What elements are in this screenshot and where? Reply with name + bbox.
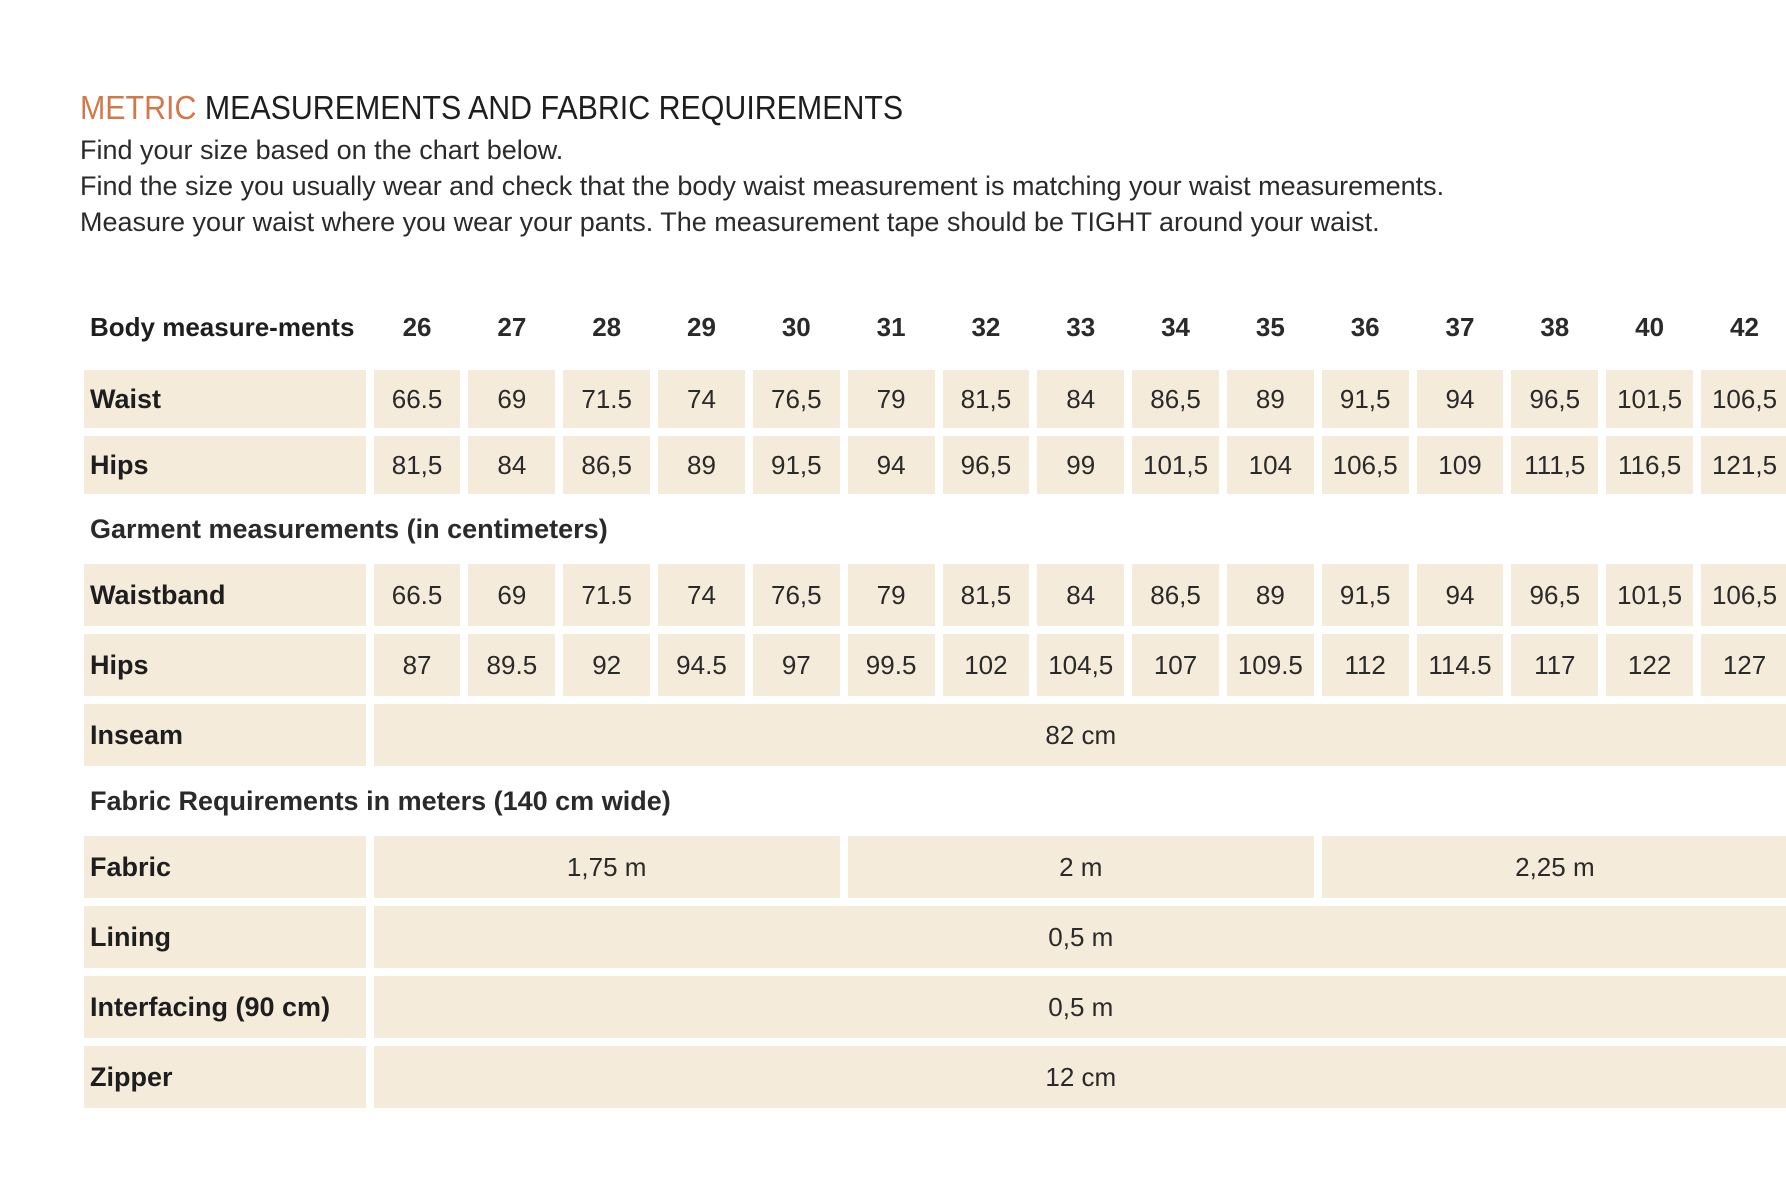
row-label: Waistband [84, 564, 366, 626]
measurement-cell: 69 [468, 564, 555, 626]
measurement-cell: 117 [1511, 634, 1598, 696]
fabric-section-heading: Fabric Requirements in meters (140 cm wide) [90, 785, 671, 816]
measurement-cell: 91,5 [1322, 370, 1409, 428]
table-row [84, 976, 1786, 1038]
requirement-value: 0,5 m [374, 906, 1786, 968]
row-label: Hips [84, 634, 366, 696]
section-heading-row [84, 774, 1786, 828]
measurement-cell: 94 [1417, 370, 1504, 428]
table-row [84, 704, 1786, 766]
size-header-cell: 27 [497, 311, 527, 342]
size-header-cell: 35 [1255, 311, 1285, 342]
measurement-cell: 76,5 [753, 564, 840, 626]
measurement-cell: 71.5 [563, 370, 650, 428]
measurement-cell: 102 [943, 634, 1030, 696]
size-header-cell: 37 [1445, 311, 1475, 342]
row-label: Interfacing (90 cm) [84, 976, 366, 1038]
size-chart-table [76, 284, 1786, 1116]
size-header-cell: 28 [592, 311, 622, 342]
measurement-cell: 91,5 [753, 436, 840, 494]
intro-text [80, 132, 1720, 240]
fabric-value: 1,75 m [374, 836, 840, 898]
size-header-cell: 42 [1730, 311, 1759, 342]
page-title [80, 84, 1589, 132]
measurement-cell: 79 [848, 370, 935, 428]
measurement-cell: 107 [1132, 634, 1219, 696]
measurement-cell: 104 [1227, 436, 1314, 494]
measurement-cell: 81,5 [943, 370, 1030, 428]
measurement-cell: 81,5 [943, 564, 1030, 626]
requirement-value: 0,5 m [374, 976, 1786, 1038]
measurement-cell: 127 [1701, 634, 1786, 696]
measurement-cell: 89 [1227, 564, 1314, 626]
measurement-cell: 79 [848, 564, 935, 626]
measurement-cell: 86,5 [1132, 370, 1219, 428]
garment-section-heading: Garment measurements (in centimeters) [90, 513, 608, 544]
section-heading-row [84, 502, 1786, 556]
measurement-cell: 96,5 [1511, 564, 1598, 626]
measurement-cell: 87 [374, 634, 461, 696]
measurement-cell: 66.5 [374, 564, 461, 626]
measurement-cell: 112 [1322, 634, 1409, 696]
measurement-cell: 89.5 [468, 634, 555, 696]
measurement-cell: 74 [658, 370, 745, 428]
measurement-cell: 91,5 [1322, 564, 1409, 626]
table-row [84, 564, 1786, 626]
measurement-cell: 86,5 [563, 436, 650, 494]
measurement-cell: 97 [753, 634, 840, 696]
size-header-cell: 40 [1635, 311, 1665, 342]
row-label: Inseam [84, 704, 366, 766]
size-header-cell: 32 [971, 311, 1001, 342]
size-header-cell: 34 [1161, 311, 1190, 342]
intro-line: Measure your waist where you wear your pants. The measurement tape should be TIGHT around your waist. [80, 207, 1380, 237]
measurement-cell: 66.5 [374, 370, 461, 428]
measurement-cell: 104,5 [1037, 634, 1124, 696]
row-label: Lining [84, 906, 366, 968]
measurement-cell: 81,5 [374, 436, 461, 494]
measurement-cell: 99 [1037, 436, 1124, 494]
row-label: Zipper [84, 1046, 366, 1108]
size-header-cell: 31 [876, 311, 906, 342]
size-header-cell: 30 [781, 311, 811, 342]
intro-line: Find your size based on the chart below. [80, 135, 564, 165]
inseam-value: 82 cm [374, 704, 1786, 766]
measurement-cell: 106,5 [1322, 436, 1409, 494]
measurement-cell: 109 [1417, 436, 1504, 494]
measurement-cell: 89 [1227, 370, 1314, 428]
measurement-cell: 106,5 [1701, 564, 1786, 626]
table-row [84, 634, 1786, 696]
measurement-cell: 101,5 [1132, 436, 1219, 494]
requirement-value: 12 cm [374, 1046, 1786, 1108]
table-row [84, 436, 1786, 494]
row-label: Waist [84, 370, 366, 428]
measurement-cell: 96,5 [943, 436, 1030, 494]
table-row [84, 836, 1786, 898]
row-label: Hips [84, 436, 366, 494]
row-label: Fabric [84, 836, 366, 898]
fabric-value: 2 m [848, 836, 1314, 898]
measurement-cell: 96,5 [1511, 370, 1598, 428]
measurement-cell: 114.5 [1417, 634, 1504, 696]
measurement-cell: 86,5 [1132, 564, 1219, 626]
title-rest: MEASUREMENTS AND FABRIC REQUIREMENTS [196, 89, 904, 126]
table-row [84, 370, 1786, 428]
size-header-cell: 38 [1540, 311, 1570, 342]
title-accent: METRIC [80, 89, 197, 126]
measurement-cell: 101,5 [1606, 564, 1693, 626]
measurement-cell: 101,5 [1606, 370, 1693, 428]
measurement-cell: 109.5 [1227, 634, 1314, 696]
measurement-cell: 121,5 [1701, 436, 1786, 494]
body-measurements-label: Body measure-ments [90, 312, 355, 342]
measurement-cell: 116,5 [1606, 436, 1693, 494]
measurement-cell: 122 [1606, 634, 1693, 696]
document [80, 84, 1720, 240]
size-header-row [84, 292, 1786, 362]
measurement-cell: 111,5 [1511, 436, 1598, 494]
measurement-cell: 74 [658, 564, 745, 626]
measurement-cell: 76,5 [753, 370, 840, 428]
measurement-cell: 92 [563, 634, 650, 696]
table-row [84, 906, 1786, 968]
measurement-cell: 94 [848, 436, 935, 494]
size-header-cell: 36 [1350, 311, 1380, 342]
measurement-cell: 84 [468, 436, 555, 494]
measurement-cell: 94.5 [658, 634, 745, 696]
size-header-cell: 29 [687, 311, 716, 342]
size-header-cell: 33 [1066, 311, 1096, 342]
measurement-cell: 69 [468, 370, 555, 428]
measurement-cell: 106,5 [1701, 370, 1786, 428]
intro-line: Find the size you usually wear and check that the body waist measurement is matching your waist measurements. [80, 171, 1445, 201]
measurement-cell: 71.5 [563, 564, 650, 626]
size-header-cell: 26 [402, 311, 432, 342]
measurement-cell: 84 [1037, 370, 1124, 428]
measurement-cell: 84 [1037, 564, 1124, 626]
measurement-cell: 89 [658, 436, 745, 494]
measurement-cell: 94 [1417, 564, 1504, 626]
measurement-cell: 99.5 [848, 634, 935, 696]
fabric-value: 2,25 m [1322, 836, 1786, 898]
table-row [84, 1046, 1786, 1108]
